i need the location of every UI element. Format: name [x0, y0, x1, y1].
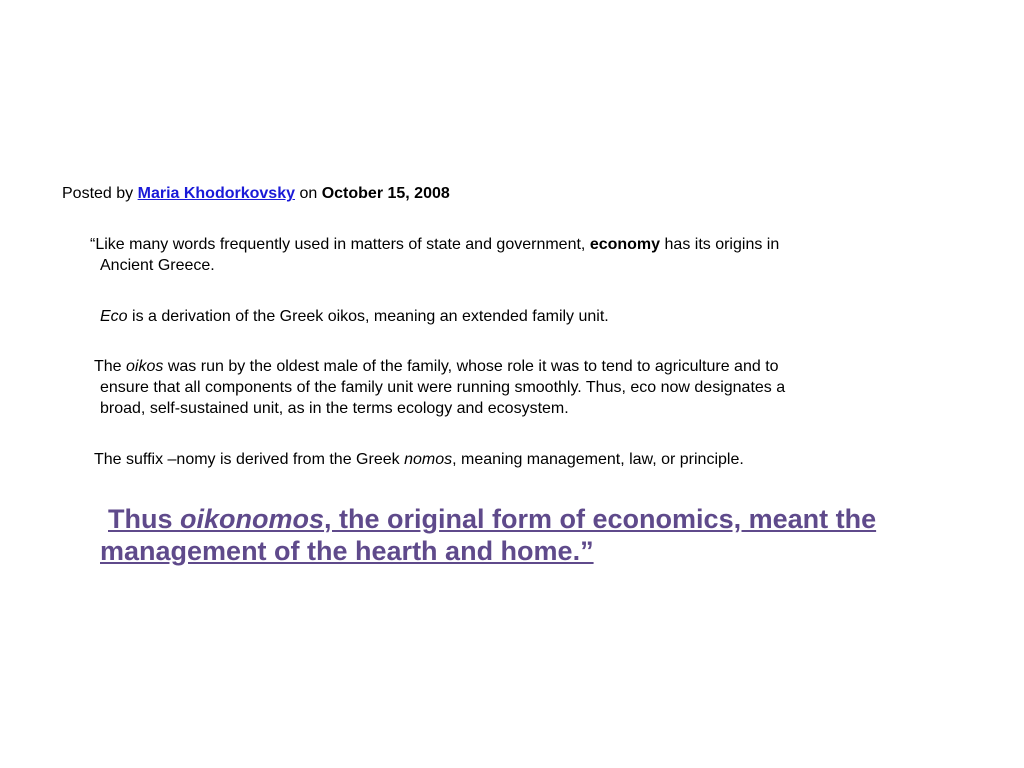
paragraph-text: The [94, 358, 122, 375]
paragraph-text: has its origins in [664, 236, 780, 253]
paragraph-origins [90, 234, 950, 276]
paragraph-text: “Like many words frequently used in matters of state and government, [90, 236, 586, 253]
posted-by-label: Posted by [62, 185, 134, 202]
paragraph-line [94, 449, 954, 470]
paragraph-text: broad, self-sustained unit, as in the terms ecology and ecosystem. [100, 400, 569, 417]
term-oikonomos: oikonomos [180, 504, 325, 534]
paragraph-text: Ancient Greece. [100, 257, 215, 274]
highlight-quote [100, 503, 960, 567]
paragraph-text: ensure that all components of the family unit were running smoothly. Thus, eco now designates a [100, 379, 786, 396]
term-nomos: nomos [404, 451, 453, 468]
paragraph-text: The suffix –nomy is derived from the Greek [94, 451, 400, 468]
paragraph-text: , meaning management, law, or principle. [452, 451, 744, 468]
term-oikos: oikos [126, 358, 164, 375]
author-link[interactable]: Maria Khodorkovsky [137, 185, 295, 202]
paragraph-eco [100, 306, 950, 327]
quote-text: Thus [108, 504, 173, 534]
paragraph-line [94, 356, 954, 377]
post-byline [62, 183, 450, 204]
quote-line [100, 535, 960, 567]
term-economy: economy [589, 236, 661, 253]
post-date: October 15, 2008 [321, 185, 450, 202]
quote-text: management of the hearth and home.” [100, 536, 594, 566]
paragraph-line [90, 234, 950, 255]
paragraph-nomy [94, 449, 954, 470]
paragraph-text: was run by the oldest male of the family, whose role it was to tend to agriculture and to [167, 358, 779, 375]
paragraph-line [90, 255, 950, 276]
on-label: on [299, 185, 318, 202]
quote-text: , the original form of economics, meant the [324, 504, 877, 534]
paragraph-line [100, 306, 950, 327]
quote-line [100, 503, 960, 535]
paragraph-text: is a derivation of the Greek oikos, meaning an extended family unit. [132, 308, 609, 325]
paragraph-line [94, 398, 954, 419]
paragraph-oikos [94, 356, 954, 419]
paragraph-line [94, 377, 954, 398]
term-eco: Eco [100, 308, 128, 325]
